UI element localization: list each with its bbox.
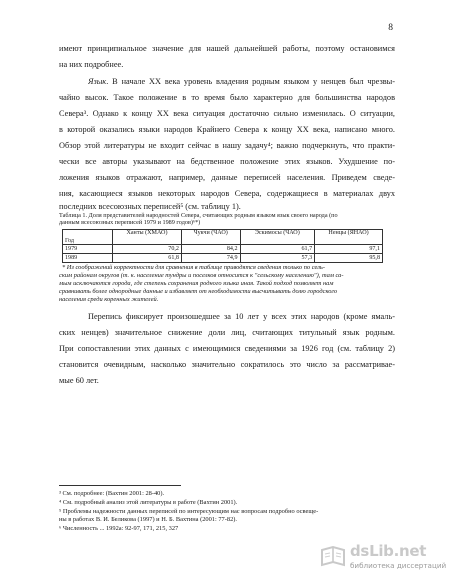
paragraph2-line6: чески все авторы указывают на бедственное положение этих языков. Ухудшение по-	[59, 157, 395, 166]
table1-cell: 97,1	[315, 245, 383, 254]
footnote-6: ⁶ Численность ... 1992а: 92-97, 171, 215, 327	[59, 525, 179, 532]
paragraph2-line9: последних всесоюзных переписей⁵ (см. таблицу 1).	[59, 202, 241, 211]
paragraph2-line5: Обзор этой литературы не входит сейчас в нашу задачу⁴; важно подчеркнуть, что практи-	[59, 141, 395, 150]
table1-year: 1979	[63, 245, 113, 254]
table1-cell: 95,8	[315, 254, 383, 263]
table1-cell: 84,2	[181, 245, 240, 254]
table1	[62, 229, 383, 263]
table1-note-line4: сравнивать более однородные данные и избавляет от необходимости высчитывать долю городского	[59, 288, 338, 295]
page-number: 8	[388, 23, 393, 33]
table1-header-row	[63, 230, 383, 245]
table1-cell: 70,2	[113, 245, 182, 254]
table1-col-header: Эскимосы (ЧАО)	[240, 230, 315, 245]
table1-col-header: Чукчи (ЧАО)	[181, 230, 240, 245]
paragraph2-line7: ложения языков отражают, например, данные переписей населения. Приведем сведе-	[59, 173, 395, 182]
table1-cell: 74,9	[181, 254, 240, 263]
paragraph3-line1: Перепись фиксирует произошедшее за 10 лет у всех этих народов (кроме ямаль-	[88, 312, 395, 321]
paragraph3-line2: ских ненцев) значительное снижение доли лиц, считающих титульный язык родным.	[59, 328, 395, 337]
footnote-3: ³ См. подробнее: (Вахтин 2001: 28-40).	[59, 490, 165, 497]
paragraph2-line4: в которой оказались языки народов Крайнего Севера к концу XX века, написано много.	[59, 125, 395, 134]
table1-year: 1989	[63, 254, 113, 263]
table1-cell: 57,3	[240, 254, 315, 263]
table1-caption-line2: данным всесоюзных переписей 1979 и 1989 годов)⁶*)	[59, 219, 201, 226]
watermark-brand: dsLib.net	[350, 542, 427, 560]
paragraph2-line8: ния, касающиеся языков некоторых народов Севера, содержащиеся в материалах двух	[59, 189, 395, 198]
footnote-divider	[59, 485, 181, 486]
paragraph3-line3: При сопоставлении этих данных с имеющимися сведениями за 1926 год (см. таблицу 2)	[59, 344, 395, 353]
footnote-4: ⁴ См. подробный анализ этой литературы в работе (Вахтин 2001).	[59, 499, 238, 506]
table1-col-header: Ханты (ХМАО)	[113, 230, 182, 245]
paragraph2-line2: чайно высок. Такое положение в то время было характерно для большинства народов	[59, 93, 395, 102]
paragraph2-line3: Севера³. Однако к концу XX века ситуация достаточно сильно изменилась. О ситуации,	[59, 109, 395, 118]
watermark-subtitle: библиотека диссертаций	[350, 561, 447, 570]
paragraph1-line1: имеют принципиальное значение для нашей дальнейшей работы, поэтому остановимся	[59, 44, 395, 53]
paragraph1-line2: на них подробнее.	[59, 60, 124, 69]
table1-note-line5: населения среди коренных жителей.	[59, 296, 159, 303]
table1-note-line3: мым исключаются города, где степень сохранения родного языка иная. Такой подход позволяет нам	[59, 280, 334, 287]
paragraph2-line1-text: . В начале XX века уровень владения родным языком у ненцев был чрезвы-	[106, 77, 395, 86]
dslib-watermark	[320, 542, 447, 572]
paragraph2-line1	[88, 77, 395, 87]
book-logo-icon	[320, 544, 346, 568]
table1-caption-line1: Таблица 1. Доля представителей народностей Севера, считающих родным языком язык своего народа (по	[59, 212, 338, 219]
paragraph3-line4: становится очевидным, насколько значительно сократилось это число за рассматривае-	[59, 360, 395, 369]
table1-cell: 61,7	[240, 245, 315, 254]
footnote-5: ⁵ Проблемы надежности данных переписей по интересующим нас вопросам подробно освеще-	[59, 508, 319, 515]
table-row	[63, 254, 383, 263]
table1-note-line1: * Из соображений корректности для сравнения в таблице приводятся сведения только по сель-	[62, 264, 325, 271]
footnote-5-cont: ны в работах В. И. Беликова (1997) и Н. Б. Вахтина (2001: 77-82).	[59, 516, 237, 523]
table1-col-header: Ненцы (ЯНАО)	[315, 230, 383, 245]
table1-note-line2: ским районам округов (т. к. население тундры и поселков относится к "сельскому населению"), там са-	[59, 272, 344, 279]
table1-corner-label: Год	[63, 230, 113, 245]
table-row	[63, 245, 383, 254]
table1-cell: 61,8	[113, 254, 182, 263]
paragraph3-line5: мые 60 лет.	[59, 376, 99, 385]
paragraph2-lead: Язык	[88, 77, 107, 86]
